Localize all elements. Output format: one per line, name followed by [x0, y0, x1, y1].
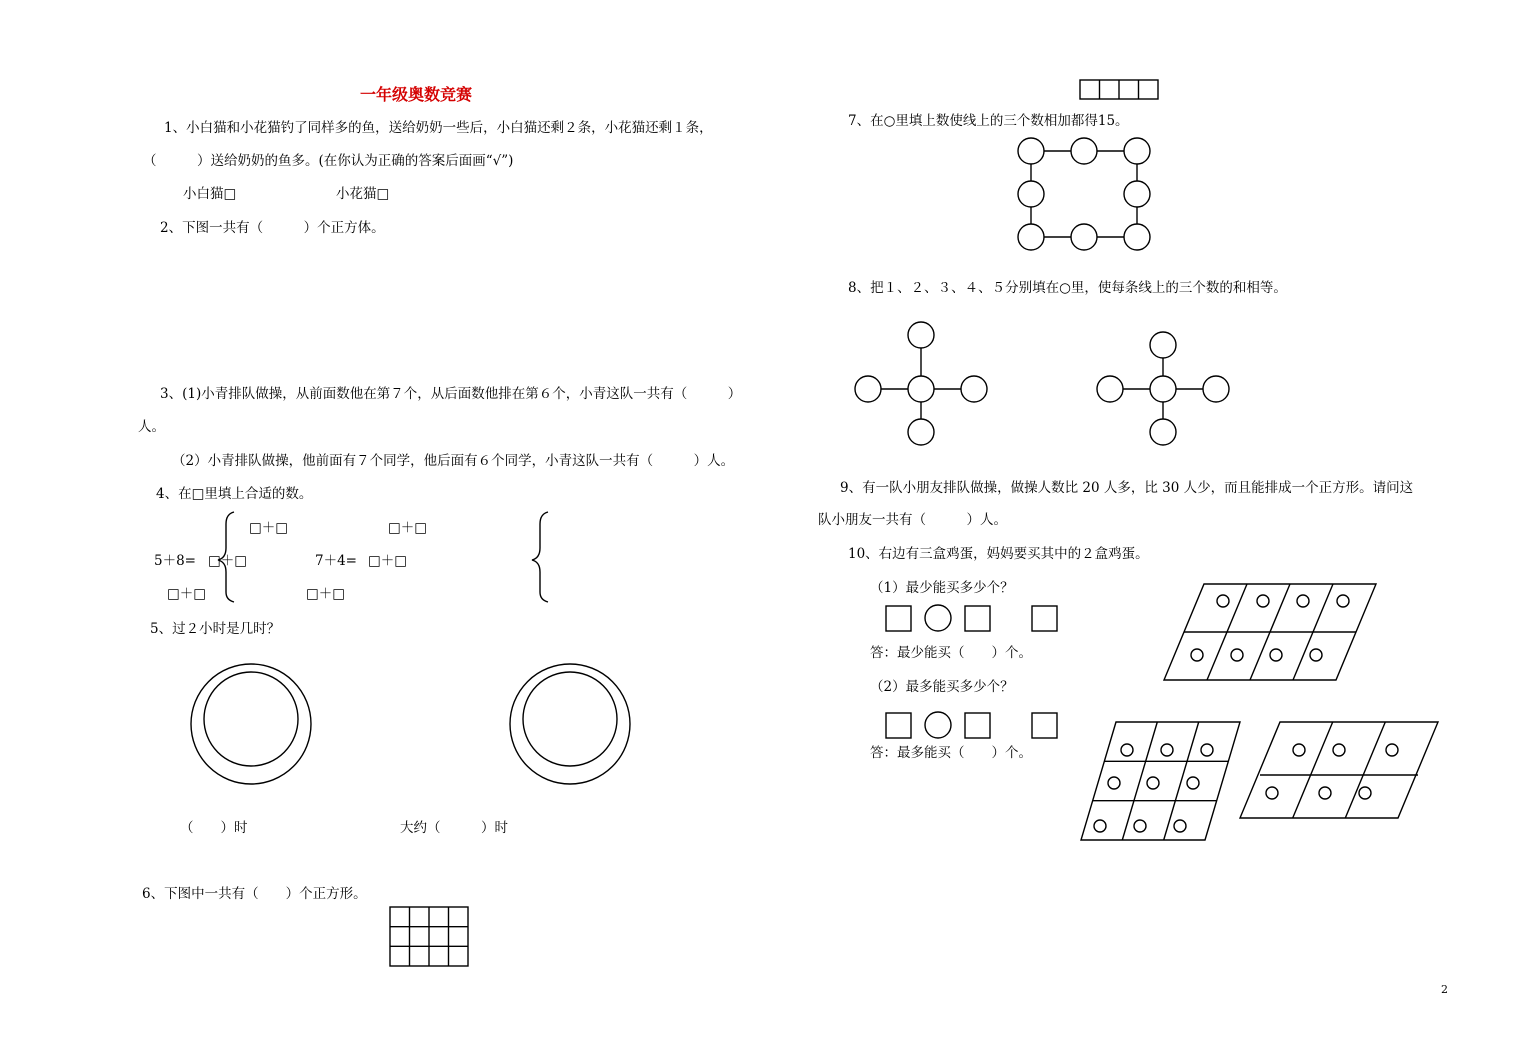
q4-box-sum[interactable]: □＋□ [368, 553, 408, 569]
egg-box-6 [1240, 722, 1438, 818]
q8-cross-right [1097, 332, 1229, 445]
q5-answer-right: 大约（ ）时 [400, 820, 508, 836]
q9-line1: 9、有一队小朋友排队做操，做操人数比 20 人多，比 30 人少，而且能排成一个正方形。请问这 [840, 480, 1414, 496]
q1-option-flower-cat[interactable]: 小花猫□ [336, 186, 390, 202]
q5-clock-right [510, 664, 630, 784]
q4-equation-1: 5＋8= [154, 553, 196, 569]
q8-text: 8、把１、２、３、４、５分别填在○里，使每条线上的三个数的和相等。 [848, 280, 1287, 296]
q4-box-sum[interactable]: □＋□ [306, 586, 346, 602]
q4-box-sum[interactable]: □＋□ [208, 553, 248, 569]
egg-box-8 [1164, 584, 1376, 680]
page-title: 一年级奥数竞赛 [360, 85, 473, 104]
q4-text: 4、在□里填上合适的数。 [156, 486, 313, 502]
egg-box-9 [1081, 722, 1240, 840]
q3-part1-line1: 3、(1)小青排队做操，从前面数他在第７个，从后面数他排在第６个，小青这队一共有（ ） [160, 386, 742, 402]
q9-line2: 队小朋友一共有（ ）人。 [818, 512, 1007, 528]
q3-part1-line2: 人。 [138, 419, 165, 435]
q5-answer-left: （ ）时 [180, 820, 248, 836]
q6-square-grid [390, 907, 468, 966]
q3-part2: （2）小青排队做操，他前面有７个同学，他后面有６个同学，小青这队一共有（ ）人。 [172, 453, 735, 469]
q10-sub1: （1）最少能买多少个？ [870, 580, 1014, 596]
q10-shapes-1 [886, 605, 1057, 631]
q5-clock-left [191, 664, 311, 784]
q10-answer1: 答：最少能买（ ）个。 [870, 645, 1032, 661]
q10-shapes-2 [886, 712, 1057, 738]
q4-box-sum[interactable]: □＋□ [249, 520, 289, 536]
page-number: 2 [1441, 983, 1448, 996]
q4-box-sum[interactable]: □＋□ [167, 586, 207, 602]
q8-cross-left [855, 322, 987, 445]
q7-text: 7、在○里填上数使线上的三个数相加都得15。 [848, 113, 1129, 129]
q6-text: 6、下图中一共有（ ）个正方形。 [142, 886, 367, 902]
q4-right-brace [532, 512, 548, 602]
q2-text: 2、下图一共有（ ）个正方体。 [160, 220, 385, 236]
q10-answer2: 答：最多能买（ ）个。 [870, 745, 1032, 761]
q10-sub2: （2）最多能买多少个？ [870, 679, 1014, 695]
q1-line1: 1、小白猫和小花猫钓了同样多的鱼，送给奶奶一些后，小白猫还剩２条，小花猫还剩１条， [164, 120, 713, 136]
q10-text: 10、右边有三盒鸡蛋，妈妈要买其中的２盒鸡蛋。 [848, 546, 1149, 562]
q4-equation-2: 7＋4= [315, 553, 357, 569]
q5-text: 5、过２小时是几时？ [150, 621, 281, 637]
q1-line2: （ ）送给奶奶的鱼多。(在你认为正确的答案后面画“√”) [143, 153, 514, 169]
q4-box-sum[interactable]: □＋□ [388, 520, 428, 536]
top-box-strip [1080, 80, 1158, 99]
q1-option-white-cat[interactable]: 小白猫□ [183, 186, 237, 202]
q7-circle-square [1018, 138, 1150, 250]
